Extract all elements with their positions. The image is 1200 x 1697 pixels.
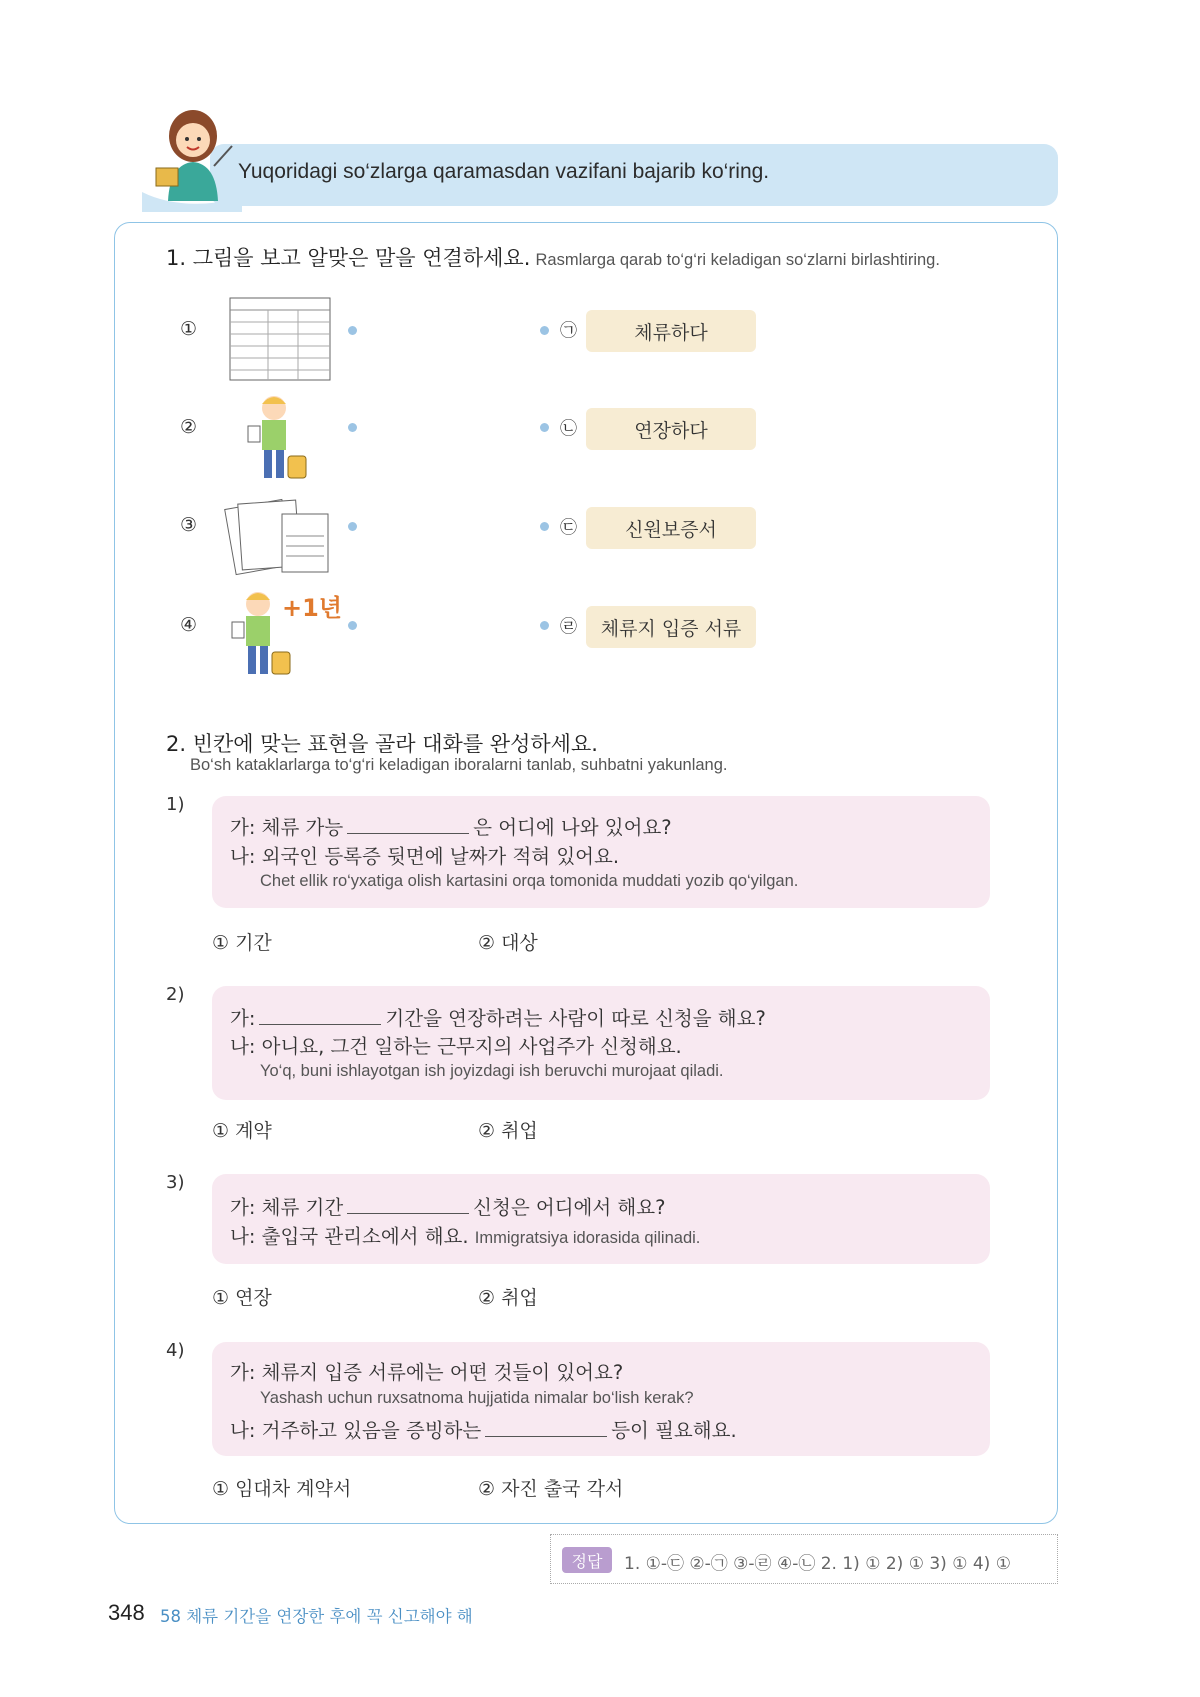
q2-item-4-line-a: 가: 체류지 입증 서류에는 어떤 것들이 있어요? — [230, 1361, 624, 1384]
q1-number-4: ④ — [180, 614, 198, 636]
q1-left-dot-4[interactable] — [348, 621, 357, 630]
teacher-illustration — [148, 106, 238, 206]
q2-item-2-line-b: 나: 아니요, 그건 일하는 근무지의 사업주가 신청해요. — [230, 1035, 682, 1058]
q1-letter-4: ㉣ — [560, 617, 577, 637]
q1-word-2: 연장하다 — [586, 408, 756, 450]
form-document-image — [228, 296, 332, 382]
q2-item-4-option-2[interactable]: ② 자진 출국 각서 — [478, 1478, 624, 1500]
q1-number-3: ③ — [180, 514, 198, 536]
answer-tag: 정답 — [562, 1547, 612, 1573]
q1-word-3: 신원보증서 — [586, 507, 756, 549]
answer-text: 1. ①-㉢ ②-㉠ ③-㉣ ④-㉡ 2. 1) ① 2) ① 3) ① 4) ① — [624, 1554, 1011, 1574]
contract-papers-image — [226, 496, 332, 576]
q2-item-1-translation: Chet ellik ro‘yxatiga olish kartasini orqa tomonida muddati yozib qo‘yilgan. — [260, 872, 799, 890]
q1-letter-1: ㉠ — [560, 321, 577, 341]
q1-left-dot-1[interactable] — [348, 326, 357, 335]
q2-item-4-b-post: 등이 필요해요. — [611, 1419, 737, 1442]
q2-item-2-line-a — [230, 1003, 766, 1031]
q2-item-2-option-2[interactable]: ② 취업 — [478, 1120, 538, 1142]
q1-right-dot-1[interactable] — [540, 326, 549, 335]
q2-item-2-option-1[interactable]: ① 계약 — [212, 1120, 272, 1142]
q2-item-3-blank[interactable] — [347, 1197, 469, 1214]
q2-item-1-a-post: 은 어디에 나와 있어요? — [473, 816, 672, 839]
traveler-plus-one-year-image — [228, 588, 342, 684]
q2-item-2-a-pre: 가: — [230, 1007, 256, 1030]
q2-item-1-option-1[interactable]: ① 기간 — [212, 932, 272, 954]
svg-text:+1년: +1년 — [282, 594, 342, 622]
q2-item-1-a-pre: 가: 체류 가능 — [230, 816, 344, 839]
q2-item-4-translation: Yashash uchun ruxsatnoma hujjatida nimalar bo‘lish kerak? — [260, 1389, 694, 1407]
q2-item-1-line-a — [230, 812, 672, 840]
q1-right-dot-2[interactable] — [540, 423, 549, 432]
q1-heading — [166, 242, 940, 272]
q2-item-3-line-a — [230, 1192, 665, 1220]
q2-item-3-number: 3) — [166, 1172, 185, 1193]
q1-left-dot-3[interactable] — [348, 522, 357, 531]
q2-item-3-a-pre: 가: 체류 기간 — [230, 1196, 344, 1219]
q2-item-4-option-1[interactable]: ① 임대차 계약서 — [212, 1478, 352, 1500]
q2-item-2-a-post: 기간을 연장하려는 사람이 따로 신청을 해요? — [385, 1007, 766, 1030]
q1-word-1: 체류하다 — [586, 310, 756, 352]
q2-item-1-option-2[interactable]: ② 대상 — [478, 932, 538, 954]
q2-title: 2. 빈칸에 맞는 표현을 골라 대화를 완성하세요. — [166, 732, 598, 756]
q1-left-dot-2[interactable] — [348, 423, 357, 432]
chapter-title: 58 체류 기간을 연장한 후에 꼭 신고해야 해 — [160, 1607, 473, 1626]
q1-word-4: 체류지 입증 서류 — [586, 606, 756, 648]
q2-item-3-option-1[interactable]: ① 연장 — [212, 1287, 272, 1309]
q2-item-4-b-pre: 나: 거주하고 있음을 증빙하는 — [230, 1419, 482, 1442]
q2-item-3-a-post: 신청은 어디에서 해요? — [473, 1196, 666, 1219]
q1-right-dot-3[interactable] — [540, 522, 549, 531]
traveler-image — [240, 392, 320, 488]
q2-item-1-number: 1) — [166, 794, 185, 815]
q1-letter-2: ㉡ — [560, 419, 577, 439]
q1-subtitle: Rasmlarga qarab to‘g‘ri keladigan so‘zlarni birlashtiring. — [535, 251, 940, 269]
q2-item-2-number: 2) — [166, 984, 185, 1005]
q2-subtitle: Bo‘sh kataklarlarga to‘g‘ri keladigan iboralarni tanlab, suhbatni yakunlang. — [190, 756, 728, 774]
q1-letter-3: ㉢ — [560, 518, 577, 538]
q2-item-3-option-2[interactable]: ② 취업 — [478, 1287, 538, 1309]
q2-item-4-line-b — [230, 1415, 737, 1443]
q1-title: 1. 그림을 보고 알맞은 말을 연결하세요. — [166, 246, 531, 270]
q1-number-2: ② — [180, 416, 198, 438]
q2-item-3-line-b — [230, 1221, 700, 1249]
q2-item-2-translation: Yo‘q, buni ishlayotgan ish joyizdagi ish beruvchi murojaat qiladi. — [260, 1062, 724, 1080]
q1-number-1: ① — [180, 318, 198, 340]
instruction-text: Yuqoridagi so‘zlarga qaramasdan vazifani bajarib ko‘ring. — [238, 160, 770, 183]
page-number: 348 — [108, 1600, 145, 1625]
q2-item-4-blank[interactable] — [485, 1420, 607, 1437]
q2-item-1-blank[interactable] — [347, 817, 469, 834]
q1-right-dot-4[interactable] — [540, 621, 549, 630]
q2-item-3-translation: Immigratsiya idorasida qilinadi. — [474, 1229, 701, 1247]
q2-item-1-line-b: 나: 외국인 등록증 뒷면에 날짜가 적혀 있어요. — [230, 845, 620, 868]
q2-item-4-number: 4) — [166, 1340, 185, 1361]
q2-item-2-blank[interactable] — [259, 1008, 381, 1025]
q2-item-3-b: 나: 출입국 관리소에서 해요. — [230, 1225, 469, 1248]
